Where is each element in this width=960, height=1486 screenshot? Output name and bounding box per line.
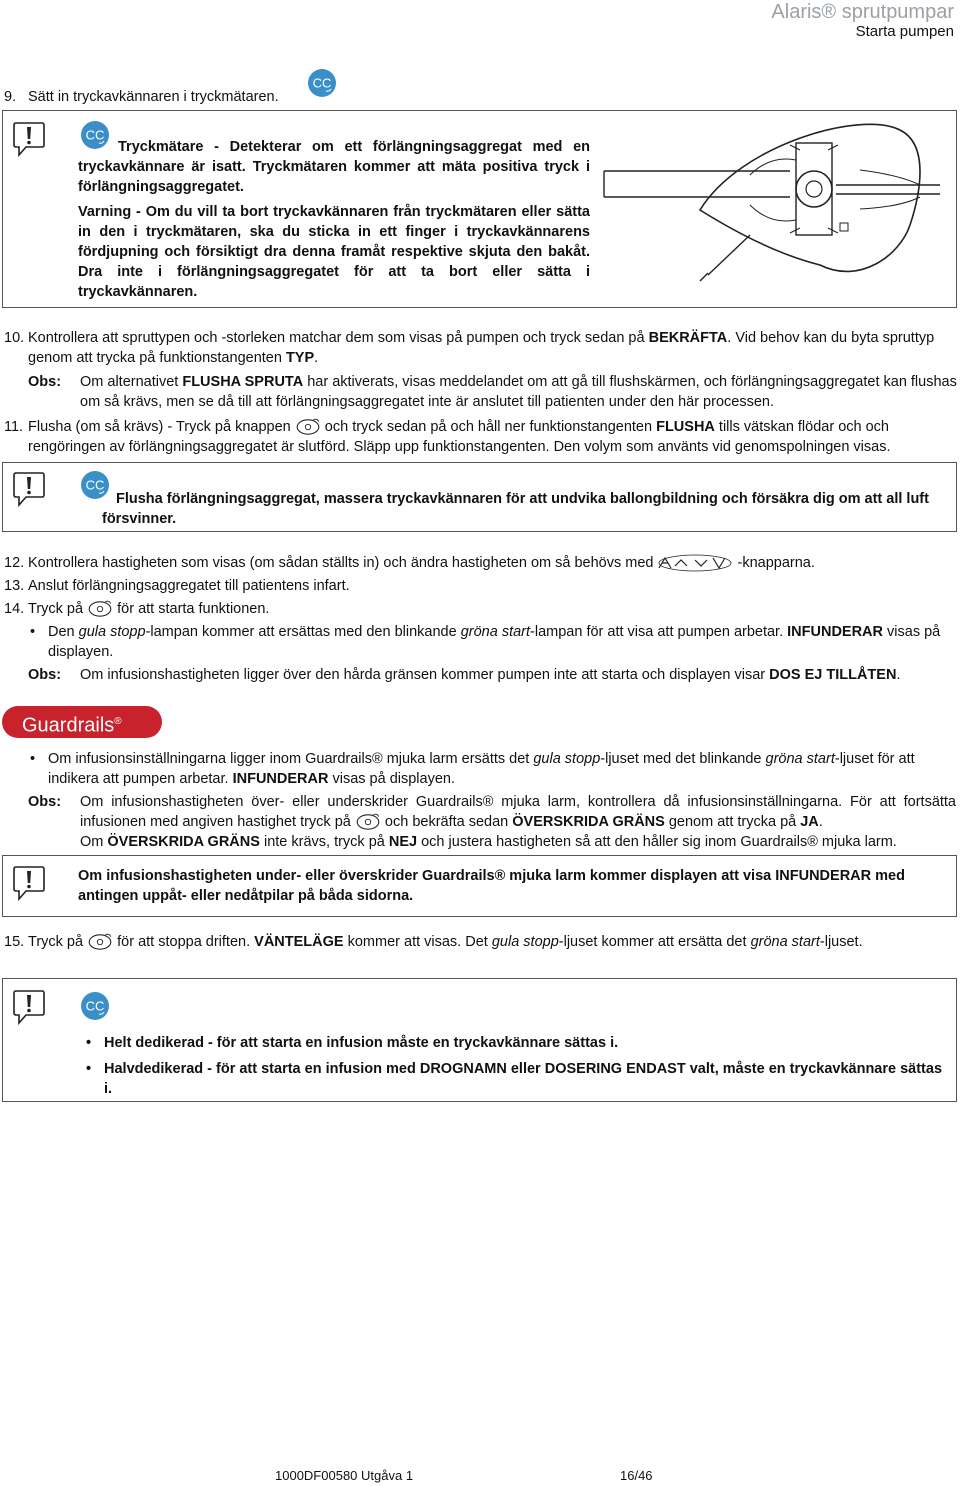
step-12-text: Kontrollera hastigheten som visas (om sådan ställts in) och ändra hastigheten om så behövs med -knapparna. bbox=[28, 555, 815, 571]
list-item: • Om infusionsinställningarna ligger inom Guardrails® mjuka larm ersätts det gula stopp-ljuset med det blinkande gröna start-ljuset för att indikera att pumpen arbetar. INFUNDERAR visas på displayen. bbox=[26, 749, 956, 789]
step-12-number: 12. bbox=[4, 555, 25, 571]
step-11-number: 11. bbox=[4, 419, 24, 435]
box4-bullet-list bbox=[82, 1033, 952, 1099]
obs1-text: Om alternativet FLUSHA SPRUTA har aktiverats, visas meddelandet om att gå till flushskärmen, och förlängningsaggregatet kan flushas om så krävs, men se då till att förlängningsaggregatet inte är anslutet till patienten under den här processen. bbox=[80, 374, 957, 410]
step-14-bullet-list bbox=[26, 622, 956, 662]
obs-label: Obs: bbox=[28, 667, 62, 683]
step-9-text: Sätt in tryckavkännaren i tryckmätaren. bbox=[28, 89, 279, 105]
section-title: Starta pumpen bbox=[855, 23, 954, 40]
step-13-number: 13. bbox=[4, 578, 25, 594]
warning-icon bbox=[12, 864, 46, 902]
list-item: • Helt dedikerad - för att starta en infusion måste en tryckavkännare sättas i. bbox=[82, 1033, 952, 1053]
box2-text: Flusha förlängningsaggregat, massera tryckavkännaren för att undvika ballongbildning och försäkra dig om att all luft försvinner. bbox=[102, 491, 929, 527]
guardrails-bullet-list bbox=[26, 749, 956, 789]
step-14-text: Tryck på för att starta funktionen. bbox=[28, 601, 270, 617]
step-9-number: 9. bbox=[4, 89, 17, 105]
box1-pressure-text: Tryckmätare - Detekterar om ett förlängningsaggregat med en tryckavkännare är isatt. Tryckmätaren kommer att mäta positiva tryck i förlängningsaggregatet. bbox=[78, 139, 590, 195]
list-item: • Halvdedikerad - för att starta en infusion med DROGNAMN eller DOSERING ENDAST valt, måste en tryckavkännare sättas i. bbox=[82, 1059, 952, 1099]
guardrails-badge: Guardrails® bbox=[2, 706, 162, 738]
start-button-icon bbox=[87, 600, 113, 618]
rate-arrow-buttons-icon bbox=[657, 554, 733, 572]
obs2-text: Om infusionshastigheten ligger över den hårda gränsen kommer pumpen inte att starta och displayen visar DOS EJ TILLÅTEN. bbox=[80, 667, 901, 683]
obs-label: Obs: bbox=[28, 374, 62, 390]
step-10-text: Kontrollera att spruttypen och -storleken matchar dem som visas på pumpen och tryck sedan på BEKRÄFTA. Vid behov kan du byta spruttyp genom att trycka på funktionstangenten TYP. bbox=[28, 330, 935, 366]
cc-icon bbox=[307, 68, 337, 98]
step-14-number: 14. bbox=[4, 601, 25, 617]
pressure-sensor-illustration bbox=[600, 115, 952, 293]
document-number: 1000DF00580 Utgåva 1 bbox=[275, 1468, 414, 1483]
step-13-text: Anslut förlängningsaggregatet till patientens infart. bbox=[28, 578, 350, 594]
start-button-icon bbox=[355, 813, 381, 831]
stop-button-icon bbox=[87, 933, 113, 951]
page-number: 16/46 bbox=[620, 1468, 653, 1483]
step-15-number: 15. bbox=[4, 934, 25, 950]
step-10-number: 10. bbox=[4, 330, 25, 346]
flush-button-icon bbox=[295, 418, 321, 436]
document-brand: Alaris® sprutpumpar bbox=[771, 1, 954, 23]
warning-icon bbox=[12, 988, 46, 1026]
box3-text: Om infusionshastigheten under- eller överskrider Guardrails® mjuka larm kommer displayen att visa INFUNDERAR med antingen uppåt- eller nedåtpilar på båda sidorna. bbox=[78, 868, 905, 904]
list-item: • Den gula stopp-lampan kommer att ersättas med den blinkande gröna start-lampan för att visa att pumpen arbetar. INFUNDERAR visas på displayen. bbox=[26, 622, 956, 662]
obs3-text: Om infusionshastigheten över- eller underskrider Guardrails® mjuka larm, kontrollera då infusionsinställningarna. För att fortsätta infusionen med angiven hastighet tryck på och bekräfta sedan ÖVERSKRIDA GRÄNS genom att trycka på JA. Om ÖVERSKRIDA GRÄNS inte krävs, tryck på NEJ och justera hastigheten så att den håller sig inom Guardrails® mjuka larm. bbox=[80, 794, 956, 850]
obs-label: Obs: bbox=[28, 794, 62, 810]
cc-icon bbox=[80, 991, 110, 1021]
warning-icon bbox=[12, 470, 46, 508]
step-11-text: Flusha (om så krävs) - Tryck på knappen och tryck sedan på och håll ner funktionstangenten FLUSHA tills vätskan flödar och och rengöringen av förlängningsaggregatet är slutförd. Släpp upp funktionstangenten. Den volym som använts vid genomspolningen visas. bbox=[28, 419, 891, 455]
box1-warning-text: Varning - Om du vill ta bort tryckavkännaren från tryckmätaren eller sätta in den i tryckmätaren, ska du sticka in ett finger i tryckavkännarens fördjupning och försiktigt dra denna framåt respektive skjuta den bakåt. Dra inte i förlängningsaggregatet för att ta bort eller sätta i tryckavkännaren. bbox=[78, 204, 590, 300]
warning-icon bbox=[12, 120, 46, 158]
step-15-text: Tryck på för att stoppa driften. VÄNTELÄGE kommer att visas. Det gula stopp-ljuset kommer att ersätta det gröna start-ljuset. bbox=[28, 934, 863, 950]
